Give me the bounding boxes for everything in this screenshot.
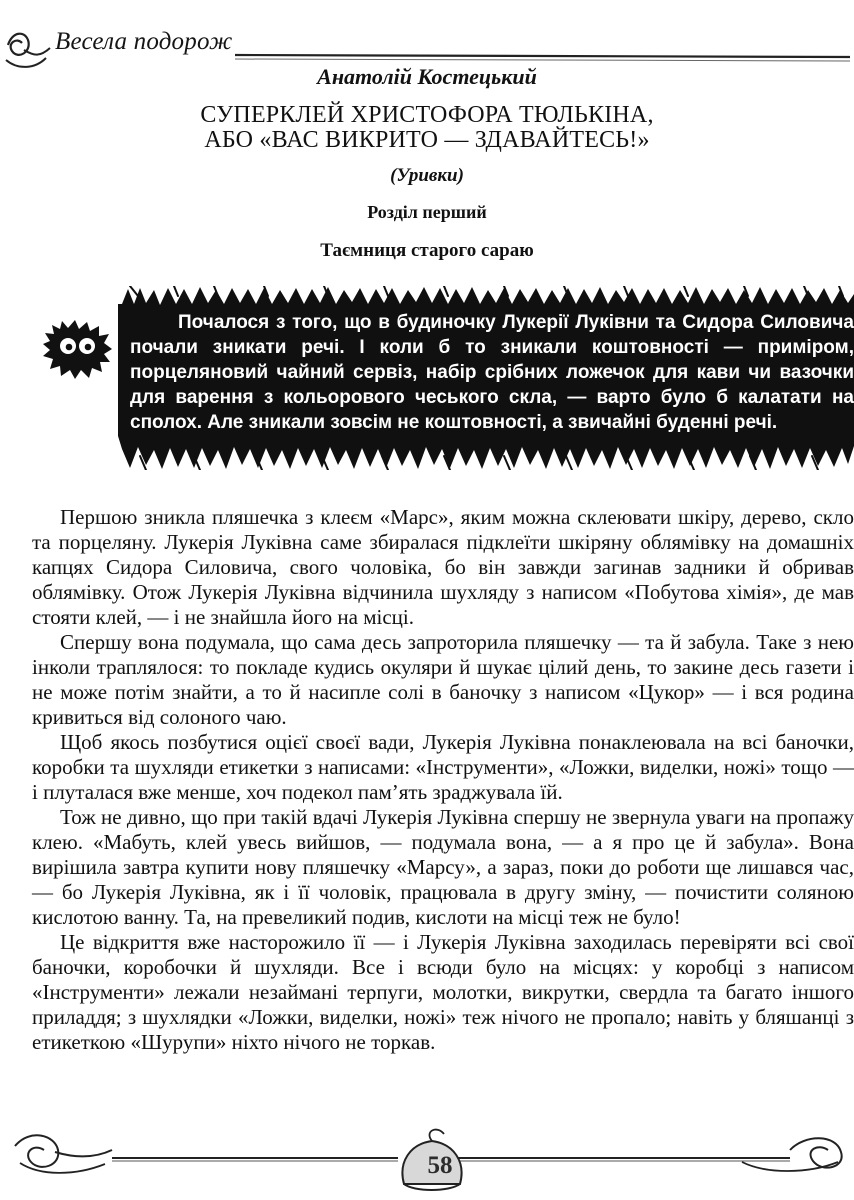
excerpt-label: (Уривки): [390, 165, 464, 186]
chapter-title: Таємниця старого сараю: [320, 240, 534, 261]
story-body: [32, 505, 854, 1055]
page-number: 58: [427, 1152, 453, 1179]
body-paragraph-5: Це відкриття вже насторожило її — і Лукерія Луківна заходилась перевіряти всі свої баночки, коробочки й шухляди. Все і всюди було на місцях: у коробці з написом «Інструменти» лежали незаймані терпуги, молотки, викрутки, свердла та багато іншого приладдя; з шухлядки «Ложки, виделки, ножі» теж нічого не пропало; навіть у бляшанці з етикеткою «Шурупи» ніхто нічого не торкав.: [32, 930, 854, 1054]
intro-fur-block: [118, 286, 854, 470]
body-paragraph-1: Першою зникла пляшечка з клеєм «Марс», яким можна склеювати шкіру, дерево, скло та порцеляну. Лукерія Луківна саме збиралася підклеїти шкіряну облямівку на домашніх капцях Сидора Силовича, свого чоловіка, бо він завжди загинав задники й обривав облямівку. Отож Лукерія Луківна відчинила шухляду з написом «Побутова хімія», де мав стояти клей, — і не знайшла його на місці.: [32, 505, 854, 629]
body-paragraph-2: Спершу вона подумала, що сама десь запроторила пляшечку — та й забула. Таке з нею інколи траплялося: то покладе кудись окуляри й шукає цілий день, то закине десь газети і не може потім знайти, а то й насипле солі в баночку з написом «Цукор» — і вся родина кривиться від солоного чаю.: [32, 630, 854, 729]
story-title: [0, 103, 854, 153]
author-name: Анатолій Костецький: [317, 64, 537, 89]
intro-paragraph: Почалося з того, що в будиночку Лукерії Луківни та Сидора Силовича почали зникати речі. І коли б то зникали коштовності — приміром, порцеляновий чайний сервіз, набір срібних ложечок для кави чи вазочки для варення з кольорового чеського скла, — варто було б калатати на сполох. Але зникали зовсім не коштовності, а звичайні буденні речі.: [130, 312, 854, 433]
story-title-line-1: СУПЕРКЛЕЙ ХРИСТОФОРА ТЮЛЬКІНА,: [200, 102, 654, 128]
body-paragraph-3: Щоб якось позбутися оцієї своєї вади, Лукерія Луківна понаклеювала на всі баночки, коробки та шухляди етикетки з написами: «Інструменти», «Ложки, виделки, ножі» тощо — і плуталася вже менше, хоч подекол пам’ять зраджувала їй.: [32, 730, 854, 804]
running-title: Весела подорож: [55, 28, 233, 55]
page-footer: [0, 1110, 854, 1200]
body-paragraph-4: Тож не дивно, що при такій вдачі Лукерія Луківна спершу не звернула уваги на пропажу клею. «Мабуть, клей увесь вийшов, — подумала вона, — а я про це й забула». Вона вирішила завтра купити нову пляшечку «Марсу», а зараз, поки до роботи ще лишався час, — бо Лукерія Луківна, як і її чоловік, працювала в другу зміну, — почистити соляною кислотою ванну. Та, на превеликий подив, кислоти на місці теж не було!: [32, 805, 854, 929]
chapter-label: Розділ перший: [367, 202, 487, 222]
story-title-line-2: АБО «ВАС ВИКРИТО — ЗДАВАЙТЕСЬ!»: [204, 127, 650, 153]
fuzzy-creature-icon: [42, 319, 112, 379]
